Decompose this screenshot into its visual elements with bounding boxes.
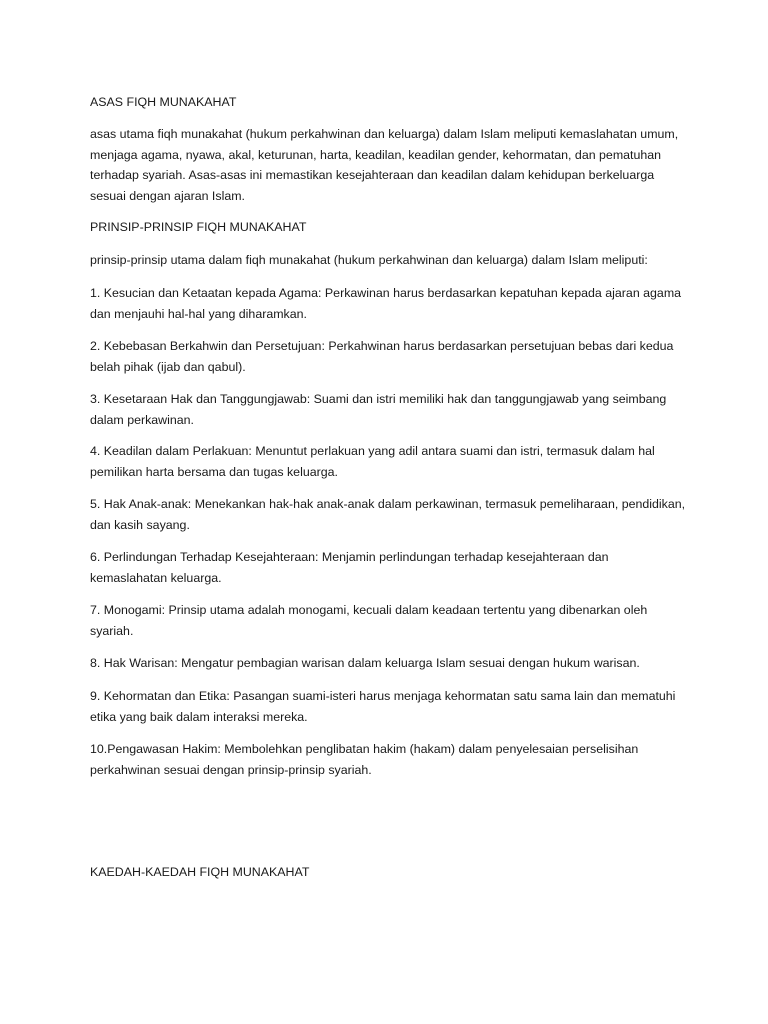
paragraph-prinsip-intro: prinsip-prinsip utama dalam fiqh munakahat (hukum perkahwinan dan keluarga) dalam Islam meliputi: (90, 253, 648, 267)
paragraph-asas: asas utama fiqh munakahat (hukum perkahwinan dan keluarga) dalam Islam meliputi kemaslahatan umum, menjaga agama, nyawa, akal, keturunan, harta, keadilan, keadilan gender, kehormatan, dan pematuhan terhadap syariah. Asas-asas ini memastikan kesejahteraan dan keadilan dalam kehidupan berkeluarga sesuai dengan ajaran Islam. (90, 127, 679, 203)
heading-kaedah: KAEDAH-KAEDAH FIQH MUNAKAHAT (90, 865, 310, 879)
principle-item: 2. Kebebasan Berkahwin dan Persetujuan: Perkahwinan harus berdasarkan persetujuan bebas dari kedua belah pihak (ijab dan qabul). (90, 339, 674, 374)
heading-prinsip: PRINSIP-PRINSIP FIQH MUNAKAHAT (90, 220, 307, 234)
principle-item: 5. Hak Anak-anak: Menekankan hak-hak anak-anak dalam perkawinan, termasuk pemeliharaan, pendidikan, dan kasih sayang. (90, 497, 686, 532)
principle-item: 9. Kehormatan dan Etika: Pasangan suami-isteri harus menjaga kehormatan satu sama lain dan mematuhi etika yang baik dalam interaksi mereka. (90, 689, 676, 724)
principle-item: 6. Perlindungan Terhadap Kesejahteraan: Menjamin perlindungan terhadap kesejahteraan dan kemaslahatan keluarga. (90, 550, 609, 585)
principle-item: 4. Keadilan dalam Perlakuan: Menuntut perlakuan yang adil antara suami dan istri, termasuk dalam hal pemilikan harta bersama dan tugas keluarga. (90, 444, 655, 479)
principle-item: 1. Kesucian dan Ketaatan kepada Agama: Perkawinan harus berdasarkan kepatuhan kepada ajaran agama dan menjauhi hal-hal yang diharamkan. (90, 286, 682, 321)
principle-item: 10.Pengawasan Hakim: Membolehkan penglibatan hakim (hakam) dalam penyelesaian perselisihan perkahwinan sesuai dengan prinsip-prinsip syariah. (90, 742, 639, 777)
principle-item: 7. Monogami: Prinsip utama adalah monogami, kecuali dalam keadaan tertentu yang dibenarkan oleh syariah. (90, 603, 648, 638)
heading-asas: ASAS FIQH MUNAKAHAT (90, 95, 237, 109)
principle-item: 3. Kesetaraan Hak dan Tanggungjawab: Suami dan istri memiliki hak dan tanggungjawab yang seimbang dalam perkawinan. (90, 392, 667, 427)
principle-item: 8. Hak Warisan: Mengatur pembagian warisan dalam keluarga Islam sesuai dengan hukum warisan. (90, 656, 640, 670)
